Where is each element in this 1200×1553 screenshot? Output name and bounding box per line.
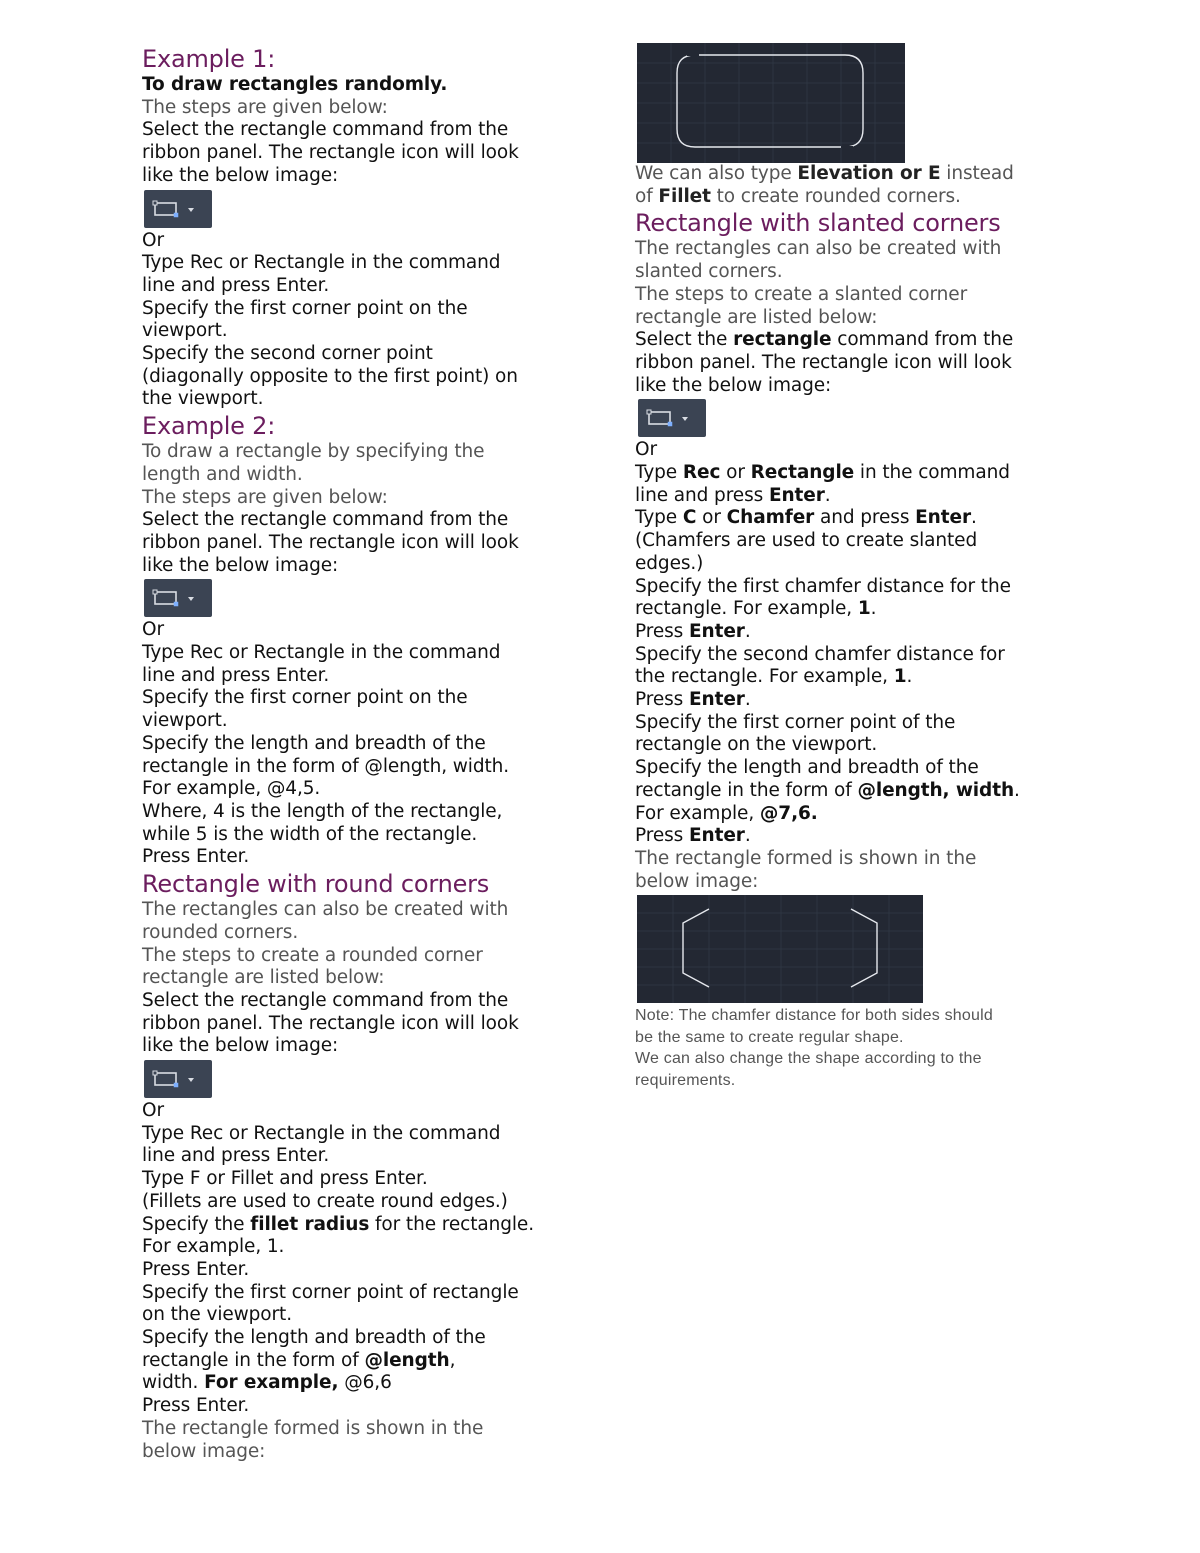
step-text: For example, 1. — [142, 1236, 285, 1258]
step-text: rectangle in the form of @length, width. — [635, 779, 1020, 801]
step-text: Type F or Fillet and press Enter. — [142, 1168, 428, 1190]
rectangle-tool-button[interactable] — [638, 399, 706, 437]
step-text: Type Rec or Rectangle in the command — [142, 1122, 501, 1144]
step-text: Select the rectangle command from the — [142, 989, 509, 1011]
step-text: Specify the first corner point on the — [142, 297, 468, 319]
step-text: (Chamfers are used to create slanted — [635, 530, 978, 552]
step-text: Specify the second chamfer distance for — [635, 643, 1005, 665]
chevron-down-icon — [188, 208, 194, 212]
step-text: Type Rec or Rectangle in the command — [142, 252, 501, 274]
right-column — [635, 43, 1075, 1091]
step-text: like the below image: — [142, 554, 339, 576]
rounded-rectangle-viewport — [637, 43, 905, 163]
rectangle-tool-icon — [638, 399, 706, 437]
or-text: Or — [635, 439, 657, 461]
step-text: Type C or Chamfer and press Enter. — [635, 507, 977, 529]
step-text: Select the rectangle command from the — [635, 329, 1014, 351]
intro-text: The rectangles can also be created with — [142, 899, 509, 921]
left-column — [142, 44, 582, 1463]
step-text: line and press Enter. — [142, 274, 330, 296]
step-text: Specify the first corner point on the — [142, 687, 468, 709]
chevron-down-icon — [682, 417, 688, 421]
steps-intro: The steps to create a rounded corner — [142, 944, 483, 966]
step-text: on the viewport. — [142, 1304, 292, 1326]
step-text: For example, @4,5. — [142, 778, 321, 800]
step-text: viewport. — [142, 320, 228, 342]
step-text: Specify the fillet radius for the rectangle. — [142, 1213, 534, 1235]
step-text: Press Enter. — [635, 689, 751, 711]
example-1-subtitle: To draw rectangles randomly. — [142, 74, 448, 95]
step-text: line and press Enter. — [142, 664, 330, 686]
step-text: while 5 is the width of the rectangle. — [142, 823, 478, 845]
steps-intro: The steps to create a slanted corner — [635, 283, 968, 305]
steps-intro: The steps are given below: — [142, 96, 388, 118]
step-text: Press Enter. — [635, 825, 751, 847]
step-text: rectangle in the form of @length, width. — [142, 755, 510, 777]
rectangle-tool-icon — [144, 579, 212, 617]
step-text: (diagonally opposite to the first point) on — [142, 365, 518, 387]
step-text: line and press Enter. — [635, 484, 831, 506]
rectangle-tool-button[interactable] — [144, 579, 212, 617]
slanted-corners-heading: Rectangle with slanted corners — [635, 209, 1001, 238]
round-corners-heading: Rectangle with round corners — [142, 870, 490, 899]
step-text: the viewport. — [142, 388, 264, 410]
note-text: Note: The chamfer distance for both sides should — [635, 1007, 993, 1025]
step-text: Where, 4 is the length of the rectangle, — [142, 800, 503, 822]
note-text: We can also change the shape according to the — [635, 1050, 982, 1068]
intro-text: To draw a rectangle by specifying the — [142, 441, 485, 463]
tip-text: We can also type Elevation or E instead — [635, 163, 1014, 184]
step-text: (Fillets are used to create round edges.) — [142, 1190, 508, 1212]
rectangle-tool-icon — [144, 190, 212, 228]
step-text: Press Enter. — [142, 1395, 250, 1417]
step-text: width. For example, @6,6 — [142, 1372, 392, 1394]
example-2-heading: Example 2: — [142, 412, 276, 441]
rectangle-tool-button[interactable] — [144, 190, 212, 228]
step-text: Press Enter. — [142, 846, 250, 868]
rounded-rectangle-drawing — [637, 43, 905, 163]
step-text: Specify the first corner point of the — [635, 711, 956, 733]
example-1-heading: Example 1: — [142, 45, 276, 73]
step-text: Type Rec or Rectangle in the command — [142, 642, 501, 664]
or-text: Or — [142, 229, 164, 251]
rectangle-tool-icon — [144, 1060, 212, 1098]
step-text: Specify the first corner point of rectangle — [142, 1281, 519, 1303]
caption-text: The rectangle formed is shown in the — [635, 847, 977, 869]
step-text: Select the rectangle command from the — [142, 119, 509, 141]
caption-text: below image: — [142, 1440, 266, 1462]
step-text: ribbon panel. The rectangle icon will look — [142, 1012, 519, 1034]
rectangle-tool-button[interactable] — [144, 1060, 212, 1098]
note-text: requirements. — [635, 1071, 736, 1089]
note-block — [635, 1005, 1075, 1091]
step-text: like the below image: — [142, 164, 339, 186]
step-text: Specify the length and breadth of the — [142, 732, 486, 754]
step-text: rectangle on the viewport. — [635, 734, 878, 756]
chevron-down-icon — [188, 597, 194, 601]
step-text: ribbon panel. The rectangle icon will look — [142, 531, 519, 553]
note-text: be the same to create regular shape. — [635, 1028, 904, 1046]
step-text: Type Rec or Rectangle in the command — [635, 462, 1010, 484]
chamfered-rectangle-viewport — [637, 895, 923, 1003]
step-text: viewport. — [142, 710, 228, 732]
intro-text: slanted corners. — [635, 261, 783, 283]
step-text: ribbon panel. The rectangle icon will look — [142, 142, 519, 164]
intro-text: rounded corners. — [142, 921, 299, 943]
or-text: Or — [142, 1100, 164, 1122]
step-text: For example, @7,6. — [635, 802, 818, 824]
step-text: line and press Enter. — [142, 1145, 330, 1167]
step-text: the rectangle. For example, 1. — [635, 666, 913, 688]
chamfered-rectangle-drawing — [637, 895, 923, 1003]
step-text: like the below image: — [635, 374, 832, 396]
step-text: rectangle in the form of @length, — [142, 1349, 456, 1371]
caption-text: The rectangle formed is shown in the — [142, 1417, 484, 1439]
step-text: Specify the second corner point — [142, 343, 433, 365]
step-text: rectangle. For example, 1. — [635, 598, 877, 620]
step-text: Select the rectangle command from the — [142, 509, 509, 531]
step-text: Press Enter. — [635, 620, 751, 642]
step-text: Specify the length and breadth of the — [635, 757, 979, 779]
steps-intro: The steps are given below: — [142, 486, 388, 508]
chevron-down-icon — [188, 1078, 194, 1082]
step-text: Press Enter. — [142, 1258, 250, 1280]
or-text: Or — [142, 619, 164, 641]
step-text: Specify the first chamfer distance for the — [635, 575, 1011, 597]
step-text: edges.) — [635, 552, 704, 574]
step-text: ribbon panel. The rectangle icon will look — [635, 351, 1012, 373]
intro-text: The rectangles can also be created with — [635, 238, 1002, 260]
steps-intro: rectangle are listed below: — [635, 306, 878, 328]
intro-text: length and width. — [142, 463, 303, 485]
caption-text: below image: — [635, 870, 759, 892]
step-text: Specify the length and breadth of the — [142, 1327, 486, 1349]
tip-text: of Fillet to create rounded corners. — [635, 185, 961, 207]
step-text: like the below image: — [142, 1035, 339, 1057]
steps-intro: rectangle are listed below: — [142, 967, 385, 989]
